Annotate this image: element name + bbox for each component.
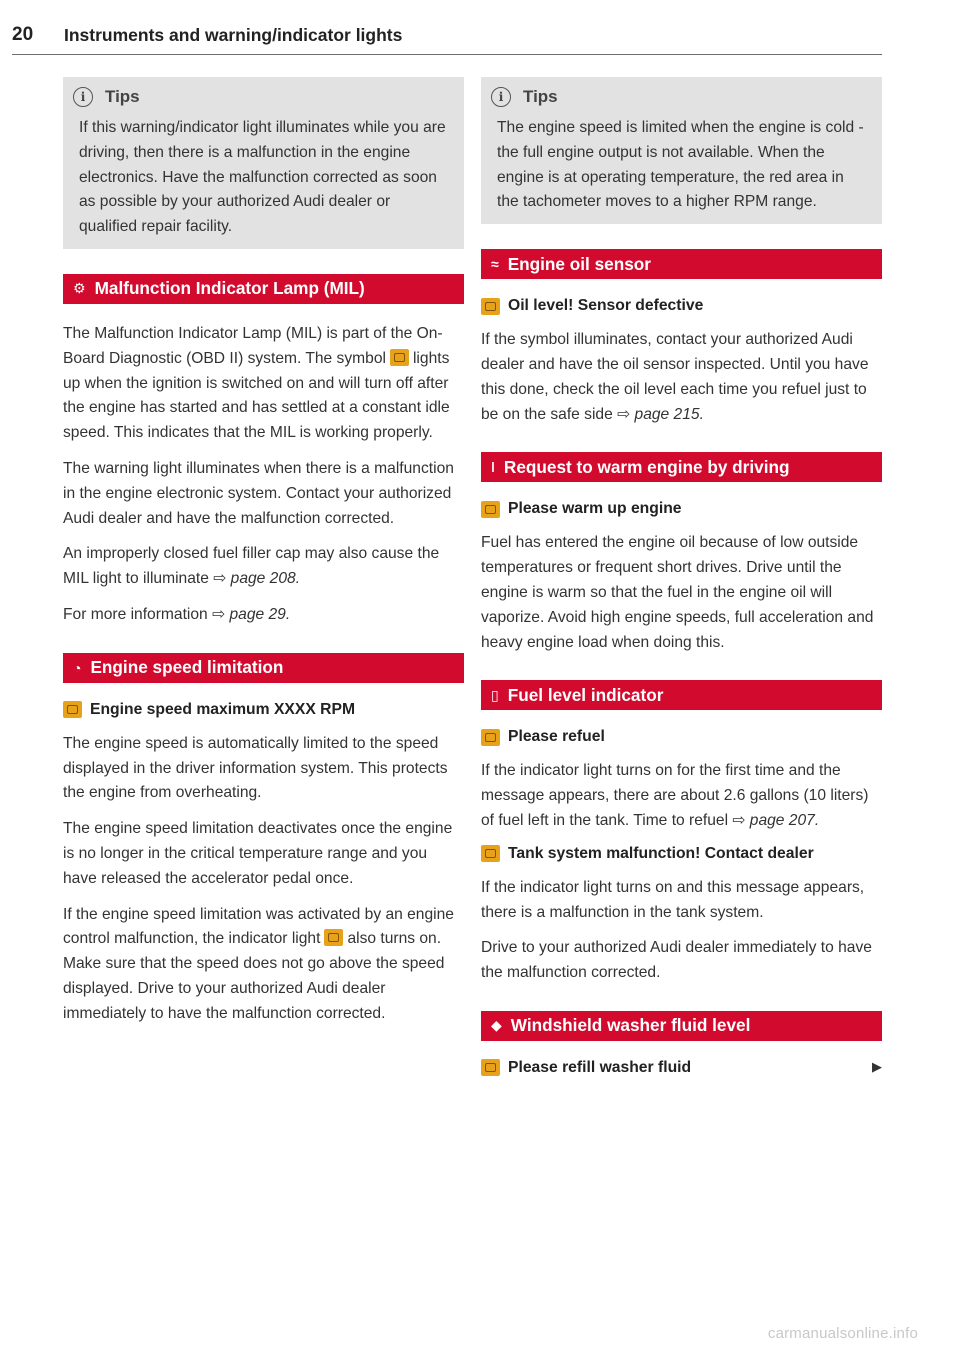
page-reference[interactable]: ⇨ page 207.: [732, 811, 820, 829]
watermark: carmanualsonline.info: [767, 1325, 918, 1342]
tips-text: The engine speed is limited when the engine is cold - the full engine output is not available. When the engine is at operating temperature, the red area in the tachometer moves to a higher RPM range.: [497, 119, 864, 211]
info-icon: i: [491, 87, 511, 107]
page-reference[interactable]: ⇨ page 215.: [617, 405, 704, 423]
paragraph: The engine speed limitation deactivates once the engine is no longer in the critical temperature range and you have released the accelerator pedal once.: [63, 820, 453, 887]
paragraph: An improperly closed fuel filler cap may also cause the MIL light to illuminate ⇨ page 208.: [63, 545, 440, 588]
right-column: [481, 77, 882, 1090]
section-heading-fuel: [481, 680, 882, 710]
engine-check-icon: ⚙: [73, 280, 86, 297]
subheading: Engine speed maximum XXXX RPM: [63, 701, 464, 719]
section-heading-text: Request to warm engine by driving: [503, 456, 790, 477]
engine-check-icon: [390, 349, 409, 366]
page-reference[interactable]: ⇨ page 208.: [213, 570, 301, 588]
page-number: 20: [12, 24, 34, 45]
engine-speed-limit-icon: [63, 701, 82, 718]
oil-sensor-icon: [481, 298, 500, 315]
info-icon: i: [73, 87, 93, 107]
tips-label: Tips: [105, 87, 140, 106]
paragraph: If the indicator light turns on and this message appears, there is a malfunction in the tank system.: [481, 878, 865, 921]
paragraph: For more information ⇨ page 29.: [63, 605, 291, 623]
subheading: Please refuel: [481, 728, 882, 746]
subheading: Oil level! Sensor defective: [481, 297, 882, 315]
tips-box: [481, 77, 882, 224]
paragraph: Drive to your authorized Audi dealer immediately to have the malfunction corrected.: [481, 939, 872, 982]
section-heading-oil: [481, 249, 882, 279]
section-heading-speed: [63, 653, 464, 683]
thermometer-icon: [481, 501, 500, 518]
subheading: Please refill washer fluid ▶: [481, 1059, 882, 1077]
section-heading-washer: [481, 1011, 882, 1041]
page-reference[interactable]: ⇨ page 29.: [212, 605, 291, 623]
tips-label: Tips: [523, 87, 558, 106]
subheading: Tank system malfunction! Contact dealer: [481, 845, 882, 863]
section-heading-text: Engine oil sensor: [507, 253, 651, 274]
paragraph: If the indicator light turns on for the first time and the message appears, there are about 2.6 gallons (10 liters) of fuel left in the tank. Time to refuel ⇨ page 207.: [481, 762, 869, 829]
paragraph: The Malfunction Indicator Lamp (MIL) is part of the On-Board Diagnostic (OBD II) system. The symbol lights up when the ignition is switched on and will turn off after the engine has started and has settled at a constant idle speed. This indicates that the MIL is working properly.: [63, 324, 450, 442]
tips-box: [63, 77, 464, 249]
section-heading-warm: [481, 452, 882, 482]
subheading: Please warm up engine: [481, 500, 882, 518]
section-heading-mil: [63, 274, 464, 304]
engine-speed-limit-icon: ◔: [73, 659, 82, 676]
oil-sensor-icon: ≈: [491, 256, 499, 273]
washer-fluid-icon: ◆: [491, 1017, 502, 1034]
paragraph: If the engine speed limitation was activated by an engine control malfunction, the indicator light also turns on. Make sure that the speed does not go above the speed displayed. Drive to your authorized Audi dealer immediately to have the malfunction corrected.: [63, 905, 454, 1022]
thermometer-icon: ǀ: [491, 459, 495, 476]
left-column: [63, 77, 464, 1038]
section-heading-text: Malfunction Indicator Lamp (MIL): [94, 278, 365, 299]
washer-fluid-icon: [481, 1059, 500, 1076]
page-header: [12, 24, 882, 55]
section-heading-text: Fuel level indicator: [507, 684, 664, 705]
fuel-pump-icon: [481, 729, 500, 746]
section-heading-text: Engine speed limitation: [90, 657, 284, 678]
epc-icon: [324, 929, 343, 946]
fuel-pump-icon: ▯: [491, 686, 499, 703]
paragraph: Fuel has entered the engine oil because of low outside temperatures or frequent short drives. Drive until the engine is warm so that the fuel in the engine oil will vaporize. Avoid high engine speeds, full acceleration and heavy engine load when doing this.: [481, 534, 874, 651]
fuel-pump-icon: [481, 845, 500, 862]
continue-arrow-icon: ▶: [872, 1058, 882, 1074]
paragraph: The warning light illuminates when there is a malfunction in the engine electronic system. Contact your authorized Audi dealer and have the malfunction corrected.: [63, 459, 454, 527]
section-heading-text: Windshield washer fluid level: [510, 1015, 751, 1036]
tips-text: If this warning/indicator light illuminates while you are driving, then there is a malfunction in the engine electronics. Have the malfunction corrected as soon as possible by your authorized Audi dealer or qualified repair facility.: [79, 119, 446, 236]
paragraph: The engine speed is automatically limited to the speed displayed in the driver information system. This protects the engine from overheating.: [63, 734, 448, 802]
paragraph: If the symbol illuminates, contact your authorized Audi dealer and have the oil sensor inspected. Until you have this done, check the oil level each time you refuel just to be on the safe side ⇨ page 215.: [481, 331, 869, 423]
chapter-title: Instruments and warning/indicator lights: [64, 25, 403, 45]
